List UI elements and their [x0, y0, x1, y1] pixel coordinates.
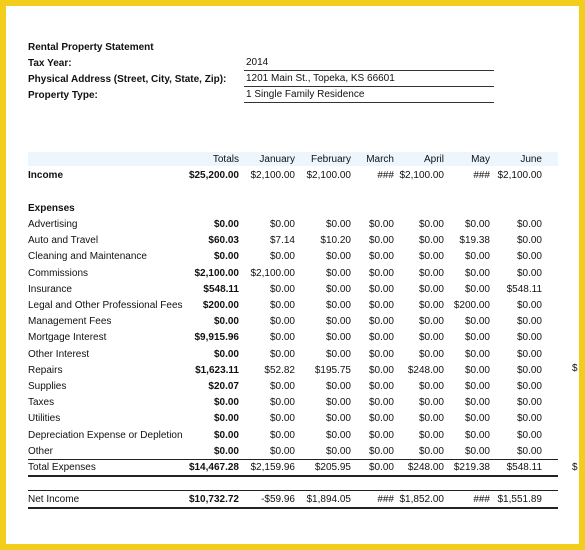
expense-row-value: $0.00 [464, 219, 490, 230]
expense-row-value: $0.00 [516, 445, 542, 457]
expense-row-value: $0.00 [269, 413, 295, 425]
net-income-value: $1,551.89 [497, 494, 542, 505]
expense-row-value: $0.00 [418, 332, 444, 344]
expense-row-value: $548.11 [203, 283, 239, 295]
expense-row-value: $0.00 [269, 348, 295, 360]
expense-row-value: $248.00 [407, 364, 444, 376]
expense-row-value: $0.00 [516, 381, 542, 392]
expense-row-value: $0.00 [368, 332, 394, 344]
expense-row-value: $0.00 [516, 348, 542, 360]
expense-row-value: $0.00 [325, 348, 351, 360]
expense-row-value: $2,100.00 [194, 267, 239, 279]
expense-row-value: $0.00 [368, 283, 394, 295]
expense-row-value: $0.00 [213, 413, 239, 425]
expense-row-value: $0.00 [269, 316, 295, 328]
expense-row-label: Insurance [28, 283, 72, 295]
expense-row-value: $0.00 [516, 316, 542, 328]
expense-row-value: $0.00 [325, 381, 351, 392]
expense-row-value: $0.00 [418, 300, 444, 311]
net-income-value: $10,732.72 [188, 494, 239, 505]
expense-row-value: $0.00 [213, 251, 239, 263]
expense-row-value: $0.00 [464, 413, 490, 425]
expense-row-value: $0.00 [516, 364, 542, 376]
expense-row-label: Depreciation Expense or Depletion [28, 429, 183, 441]
expense-row-label: Mortgage Interest [28, 332, 107, 344]
expense-row-value: $0.00 [368, 316, 394, 328]
expense-row-value: $0.00 [325, 429, 351, 441]
expense-row-value: $0.00 [464, 332, 490, 344]
net-income-value: ### [473, 494, 490, 505]
expense-row-value: $0.00 [368, 364, 394, 376]
income-label: Income [28, 170, 64, 181]
property-type-field[interactable]: 1 Single Family Residence [244, 89, 494, 103]
net-income-value: $1,852.00 [399, 494, 444, 505]
total-rule-bottom [28, 475, 558, 477]
expense-row-value: $0.00 [418, 445, 444, 457]
total-rule-top [28, 459, 558, 460]
overflow-marker: $ [572, 363, 578, 374]
expense-row-value: $0.00 [269, 445, 295, 457]
expense-row-value: $0.00 [269, 332, 295, 344]
tax-year-field[interactable]: 2014 [244, 57, 494, 71]
expense-row-value: $9,915.96 [194, 332, 239, 344]
income-value: ### [377, 170, 394, 181]
expense-row-value: $0.00 [325, 219, 351, 230]
expense-row-value: $0.00 [368, 300, 394, 311]
expense-row-label: Commissions [28, 267, 89, 279]
expense-row-value: $0.00 [325, 332, 351, 344]
expense-row-value: $0.00 [368, 413, 394, 425]
expense-row-value: $0.00 [213, 429, 239, 441]
expense-row-value: $0.00 [368, 397, 394, 409]
expense-row-value: $0.00 [269, 429, 295, 441]
column-header: June [520, 154, 542, 165]
expense-row-value: $0.00 [516, 332, 542, 344]
expense-row-value: $0.00 [464, 251, 490, 263]
expense-row-value: $0.00 [325, 300, 351, 311]
expense-row-value: $195.75 [314, 364, 351, 376]
expense-row-value: $0.00 [464, 267, 490, 279]
address-field[interactable]: 1201 Main St., Topeka, KS 66601 [244, 73, 494, 87]
expense-row-value: $0.00 [213, 348, 239, 360]
expense-row-value: $0.00 [418, 381, 444, 392]
expense-row-value: $0.00 [368, 235, 394, 247]
expense-row-value: $0.00 [516, 235, 542, 247]
expense-row-value: $0.00 [368, 429, 394, 441]
expense-row-value: $0.00 [213, 397, 239, 409]
income-value: $2,100.00 [497, 170, 542, 181]
expense-row-value: $0.00 [269, 283, 295, 295]
expense-row-value: $200.00 [453, 300, 490, 311]
income-value: $25,200.00 [188, 170, 239, 181]
expense-row-value: $0.00 [325, 445, 351, 457]
expense-row-value: $0.00 [516, 251, 542, 263]
expense-row-value: $0.00 [464, 348, 490, 360]
expense-row-value: $0.00 [464, 283, 490, 295]
expense-row-value: $0.00 [516, 300, 542, 311]
expense-row-value: $0.00 [418, 413, 444, 425]
expense-row-value: $0.00 [464, 397, 490, 409]
expense-row-label: Auto and Travel [28, 235, 99, 247]
expense-row-value: $200.00 [202, 300, 239, 311]
expense-row-value: $0.00 [464, 316, 490, 328]
expense-row-value: $0.00 [213, 219, 239, 230]
total-expenses-value: $219.38 [453, 462, 490, 473]
statement-title: Rental Property Statement [28, 42, 154, 53]
expense-row-value: $0.00 [269, 251, 295, 263]
income-value: $2,100.00 [399, 170, 444, 181]
property-type-label: Property Type: [28, 90, 98, 101]
expense-row-value: $0.00 [464, 381, 490, 392]
column-header: April [423, 154, 444, 165]
expense-row-value: $0.00 [418, 283, 444, 295]
expense-row-value: $10.20 [320, 235, 351, 247]
expense-row-value: $0.00 [368, 445, 394, 457]
expense-row-label: Other Interest [28, 348, 90, 360]
expense-row-label: Advertising [28, 219, 78, 230]
expense-row-label: Other [28, 445, 54, 457]
expense-row-value: $0.00 [418, 429, 444, 441]
expense-row-value: $0.00 [368, 348, 394, 360]
net-income-rule-top [28, 490, 558, 491]
column-header: March [366, 154, 394, 165]
net-income-rule-bottom [28, 507, 558, 509]
expense-row-value: $0.00 [516, 267, 542, 279]
expense-row-value: $0.00 [325, 251, 351, 263]
expense-row-value: $7.14 [269, 235, 295, 247]
expense-row-value: $0.00 [368, 381, 394, 392]
expense-row-value: $60.03 [208, 235, 239, 247]
column-header: February [310, 154, 351, 165]
expense-row-value: $548.11 [506, 283, 542, 295]
expense-row-value: $0.00 [516, 413, 542, 425]
expense-row-value: $20.07 [208, 381, 239, 392]
expense-row-value: $0.00 [418, 235, 444, 247]
expense-row-value: $0.00 [368, 219, 394, 230]
column-header: May [471, 154, 490, 165]
net-income-value: ### [377, 494, 394, 505]
tax-year-label: Tax Year: [28, 58, 72, 69]
expense-row-value: $0.00 [269, 381, 295, 392]
expense-row-label: Management Fees [28, 316, 112, 328]
net-income-value: $1,894.05 [306, 494, 351, 505]
expense-row-value: $0.00 [516, 397, 542, 409]
column-header: Totals [212, 154, 239, 165]
income-value: $2,100.00 [250, 170, 295, 181]
income-value: $2,100.00 [306, 170, 351, 181]
expense-row-value: $0.00 [516, 429, 542, 441]
address-label: Physical Address (Street, City, State, Zip): [28, 74, 227, 85]
expense-row-label: Repairs [28, 364, 63, 376]
expense-row-value: $0.00 [418, 251, 444, 263]
expense-row-value: $0.00 [418, 267, 444, 279]
expense-row-label: Legal and Other Professional Fees [28, 300, 183, 311]
expense-row-label: Cleaning and Maintenance [28, 251, 147, 263]
income-value: ### [473, 170, 490, 181]
overflow-marker: $ [572, 462, 578, 473]
net-income-value: -$59.96 [261, 494, 295, 505]
expense-row-value: $0.00 [269, 219, 295, 230]
expense-row-value: $0.00 [464, 429, 490, 441]
expense-row-value: $0.00 [368, 251, 394, 263]
column-header: January [259, 154, 295, 165]
expense-row-value: $0.00 [464, 445, 490, 457]
total-expenses-label: Total Expenses [28, 462, 96, 473]
expense-row-value: $0.00 [269, 300, 295, 311]
total-expenses-value: $205.95 [314, 462, 351, 473]
expense-row-value: $0.00 [418, 397, 444, 409]
expense-row-value: $0.00 [213, 445, 239, 457]
expense-row-value: $52.82 [264, 364, 295, 376]
net-income-label: Net Income [28, 494, 80, 505]
total-expenses-value: $2,159.96 [250, 462, 295, 473]
expense-row-value: $0.00 [325, 267, 351, 279]
expense-row-value: $0.00 [516, 219, 542, 230]
expense-row-label: Taxes [28, 397, 55, 409]
total-expenses-value: $14,467.28 [188, 462, 239, 473]
expense-row-value: $0.00 [325, 283, 351, 295]
expense-row-value: $0.00 [464, 364, 490, 376]
expense-row-value: $0.00 [213, 316, 239, 328]
total-expenses-value: $548.11 [506, 462, 542, 473]
expense-row-value: $2,100.00 [250, 267, 295, 279]
expense-row-value: $19.38 [459, 235, 490, 247]
expense-row-value: $0.00 [325, 413, 351, 425]
rental-property-statement [6, 6, 579, 544]
total-expenses-value: $248.00 [407, 462, 444, 473]
expense-row-value: $0.00 [269, 397, 295, 409]
total-expenses-value: $0.00 [368, 462, 394, 473]
expense-row-label: Supplies [28, 381, 67, 392]
expense-row-value: $0.00 [418, 348, 444, 360]
expenses-section-label: Expenses [28, 203, 75, 214]
expense-row-value: $0.00 [418, 316, 444, 328]
expense-row-value: $1,623.11 [195, 364, 239, 376]
expense-row-value: $0.00 [325, 397, 351, 409]
expense-row-value: $0.00 [368, 267, 394, 279]
expense-row-value: $0.00 [418, 219, 444, 230]
expense-row-label: Utilities [28, 413, 61, 425]
expense-row-value: $0.00 [325, 316, 351, 328]
